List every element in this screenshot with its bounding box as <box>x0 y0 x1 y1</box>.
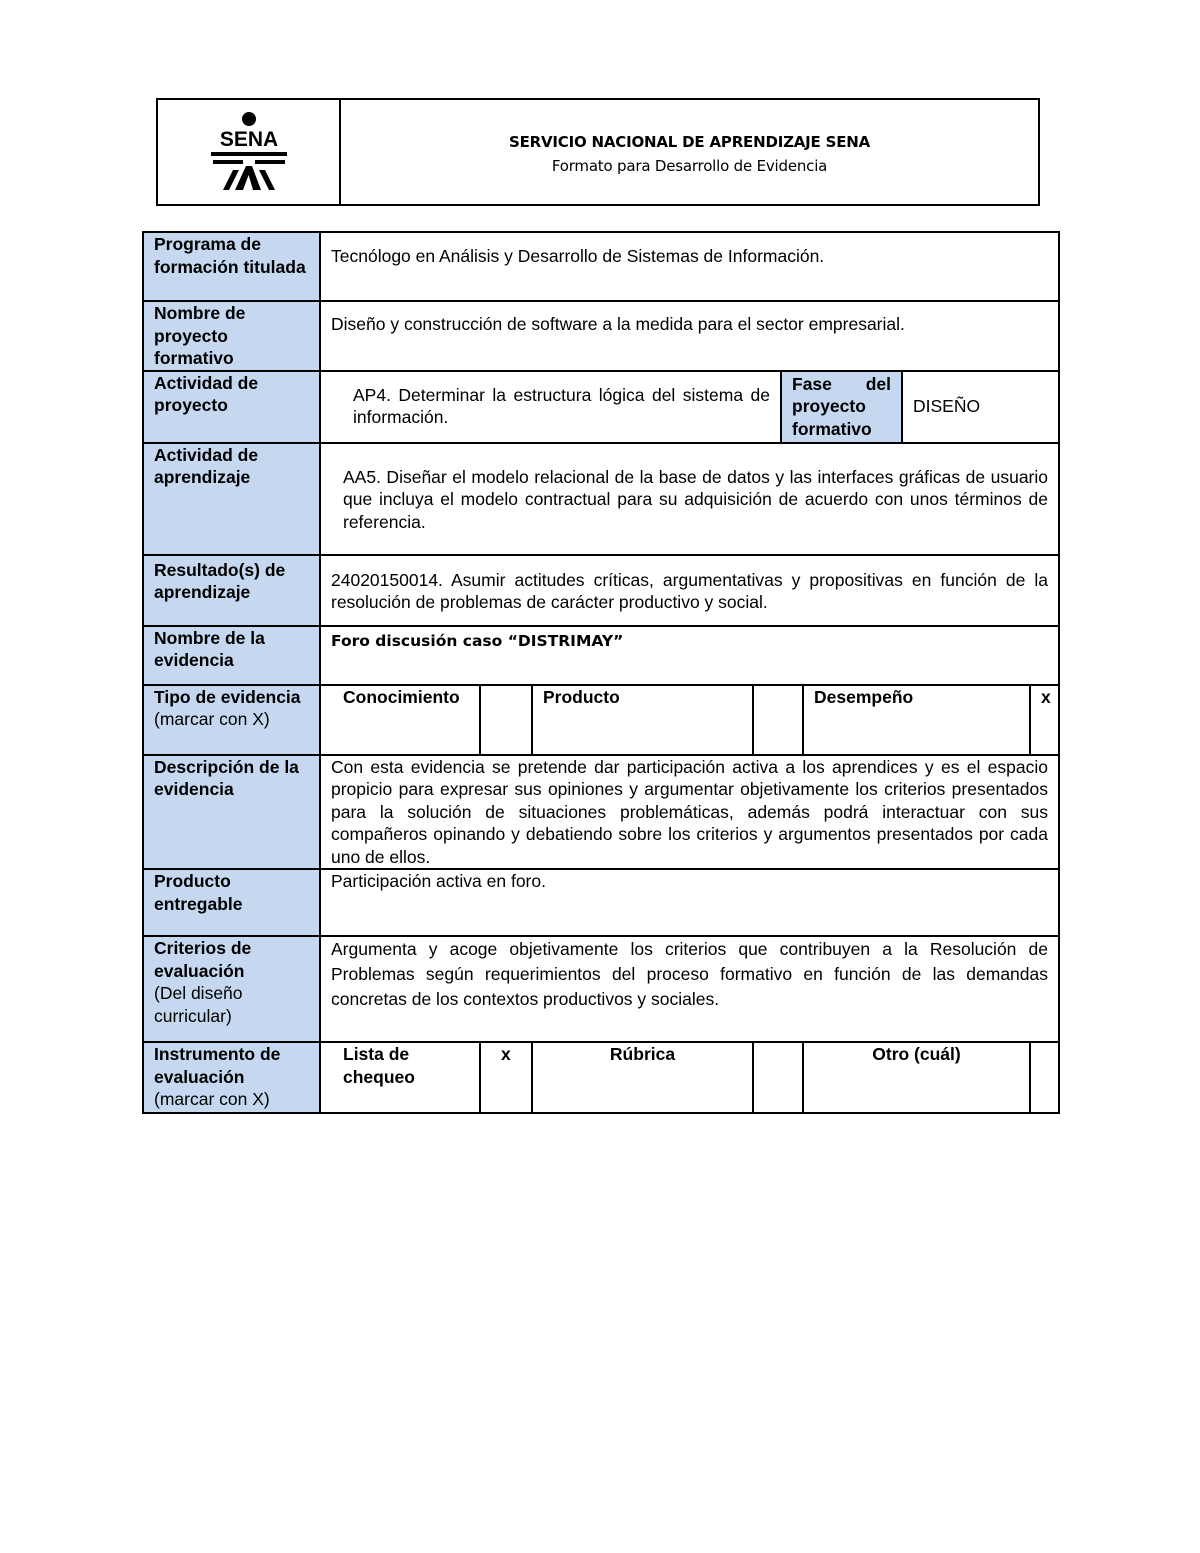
row-criterios <box>143 936 1059 1042</box>
value-descripcion: Con esta evidencia se pretende dar participación activa a los aprendices y es el espacio propicio para expresar sus opiniones y argumentar objetivamente los criterios presentados para la solución de situaciones problemáticas, además podrá interactuar con sus compañeros opinando y debatiendo sobre los criterios y argumentos presentados por cada uno de ellos. <box>320 755 1059 870</box>
row-resultados <box>143 555 1059 626</box>
label-fase: Fase del proyecto formativo <box>781 372 902 442</box>
header-subtitle: Formato para Desarrollo de Evidencia <box>551 157 828 175</box>
value-proyecto: Diseño y construcción de software a la medida para el sector empresarial. <box>320 301 1059 371</box>
label-producto: Producto entregable <box>143 869 320 936</box>
mark-rubrica[interactable] <box>753 1043 803 1112</box>
option-desempeno: Desempeño <box>803 686 1030 754</box>
row-nombre-evidencia <box>143 626 1059 685</box>
label-actividad-proyecto: Actividad de proyecto <box>143 371 320 443</box>
value-resultados: 24020150014. Asumir actitudes críticas, argumentativas y propositivas en función de la resolución de problemas de carácter productivo y social. <box>320 555 1059 626</box>
option-producto: Producto <box>532 686 753 754</box>
evidence-form-table <box>142 231 1060 1114</box>
label-programa: Programa de formación titulada <box>143 232 320 301</box>
sena-logo-icon <box>203 110 295 194</box>
header-title: SERVICIO NACIONAL DE APRENDIZAJE SENA <box>508 133 871 151</box>
label-resultados: Resultado(s) de aprendizaje <box>143 555 320 626</box>
value-criterios: Argumenta y acoge objetivamente los criterios que contribuyen a la Resolución de Problemas según requerimientos del proceso formativo en función de las demandas concretas de los contextos productivos y sociales. <box>320 936 1059 1042</box>
svg-text:SENA: SENA <box>219 128 278 151</box>
row-actividad-proyecto <box>143 371 1059 443</box>
row-programa <box>143 232 1059 301</box>
label-criterios: Criterios de evaluación (Del diseño curricular) <box>143 936 320 1042</box>
header-text <box>341 100 1038 204</box>
mark-conocimiento[interactable] <box>480 686 532 754</box>
label-instrumento-note: (marcar con X) <box>154 1089 270 1109</box>
option-conocimiento: Conocimiento <box>331 686 480 754</box>
label-instrumento: Instrumento de evaluación (marcar con X) <box>143 1042 320 1113</box>
option-lista-chequeo: Lista de chequeo <box>331 1043 480 1112</box>
row-producto <box>143 869 1059 936</box>
value-producto: Participación activa en foro. <box>320 869 1059 936</box>
row-proyecto <box>143 301 1059 371</box>
label-tipo-evidencia: Tipo de evidencia (marcar con X) <box>143 685 320 755</box>
label-tipo-evidencia-note: (marcar con X) <box>154 709 270 729</box>
row-tipo-evidencia <box>143 685 1059 755</box>
label-criterios-note: (Del diseño curricular) <box>154 983 243 1026</box>
label-actividad-aprendizaje: Actividad de aprendizaje <box>143 443 320 555</box>
mark-lista-chequeo[interactable]: x <box>480 1043 532 1112</box>
value-actividad-proyecto: AP4. Determinar la estructura lógica del sistema de información. <box>331 372 781 442</box>
value-programa: Tecnólogo en Análisis y Desarrollo de Sistemas de Información. <box>320 232 1059 301</box>
row-instrumento <box>143 1042 1059 1113</box>
row-actividad-aprendizaje <box>143 443 1059 555</box>
sena-logo <box>158 100 341 204</box>
label-descripcion: Descripción de la evidencia <box>143 755 320 870</box>
mark-producto[interactable] <box>753 686 803 754</box>
option-otro: Otro (cuál) <box>803 1043 1030 1112</box>
value-fase: DISEÑO <box>913 395 981 416</box>
document-header <box>156 98 1040 206</box>
mark-otro[interactable] <box>1030 1043 1048 1112</box>
option-rubrica: Rúbrica <box>532 1043 753 1112</box>
label-proyecto: Nombre de proyecto formativo <box>143 301 320 371</box>
value-actividad-aprendizaje: AA5. Diseñar el modelo relacional de la base de datos y las interfaces gráficas de usuario que incluya el modelo contractual para su adquisición de acuerdo con unos términos de referencia. <box>320 443 1059 555</box>
value-nombre-evidencia: Foro discusión caso “DISTRIMAY” <box>320 626 1059 685</box>
mark-desempeno[interactable]: x <box>1041 686 1051 707</box>
label-nombre-evidencia: Nombre de la evidencia <box>143 626 320 685</box>
row-descripcion <box>143 755 1059 870</box>
